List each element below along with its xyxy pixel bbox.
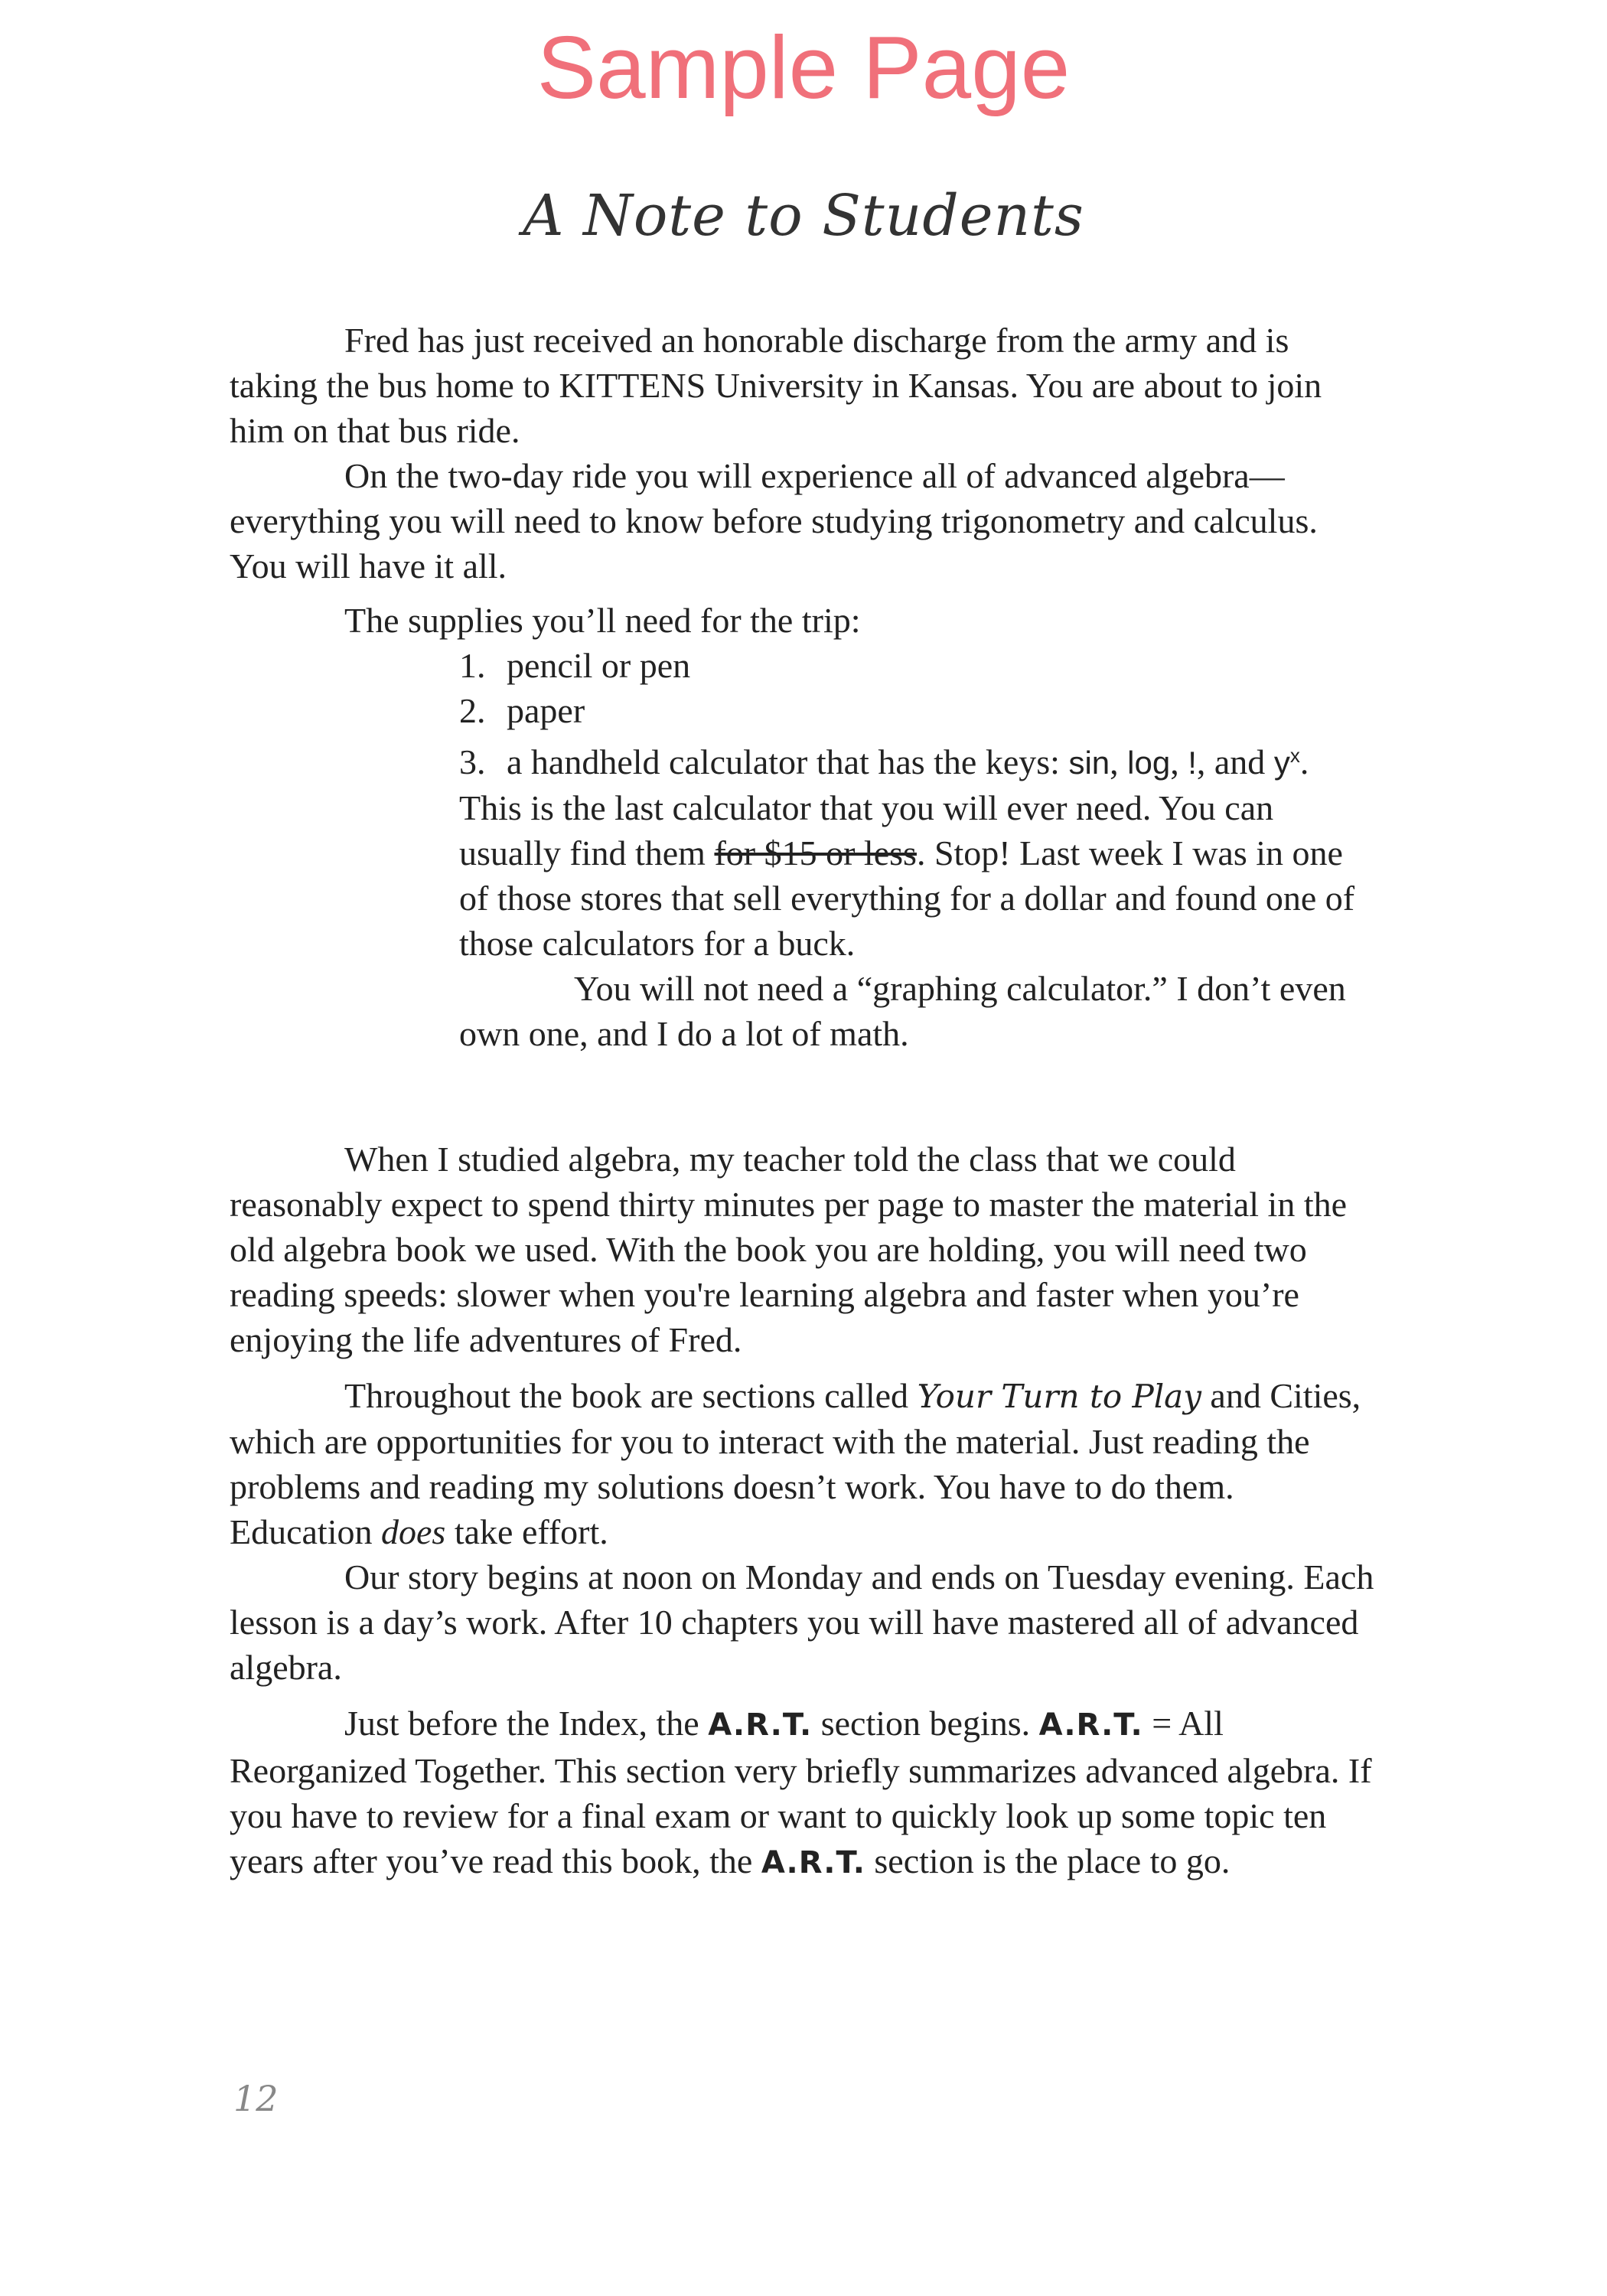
list-item-text: paper [507,691,585,730]
paragraph-text: section is the place to go. [865,1841,1231,1880]
art-label: A.R.T. [1038,1707,1143,1743]
struck-through-price: for $15 or less [714,833,917,872]
paragraph-text: = All Reorganized Together. This section very briefly summarizes advanced algebra. If you have to review for a final exam or want to quickly look up some topic ten years after you’ve read this book, the [230,1704,1372,1880]
list-item [459,688,1377,733]
list-item-text: a handheld calculator that has the keys: [507,742,1069,781]
paragraph-intro: Fred has just received an honorable discharge from the army and is taking the bus home to KITTENS University in Kansas. You are about to join him on that bus ride. [230,321,1322,450]
calculator-key-log: log [1127,745,1171,781]
list-item [459,733,1377,966]
list-item-number: 1. [459,646,486,685]
body-section-bottom [230,1137,1377,1886]
paragraph-art-section [230,1701,1377,1886]
sample-page-watermark: Sample Page [536,18,1071,117]
paragraph-reading-speeds: When I studied algebra, my teacher told the class that we could reasonably expect to spend thirty minutes per page to master the material in the old algebra book we used. With the book you are holding, you will need two reading speeds: slower when you're learning algebra and faster when you’re enjoying the life adventures of Fred. [230,1140,1348,1359]
list-item [459,643,1377,688]
list-item-number: 2. [459,691,486,730]
supplies-list [459,643,1377,1056]
calculator-key-base: y [1273,745,1290,781]
list-item-number: 3. [459,742,486,781]
emphasis-does: does [381,1512,446,1551]
list-item-text: pencil or pen [507,646,691,685]
list-item-text: , [1170,742,1188,781]
your-turn-to-play-label: Your Turn to Play [917,1378,1201,1415]
paragraph-text: and Cities, which are opportunities for you to interact with the material. Just reading the problems and reading my solutions doesn’t work. You have to do them. Education [230,1376,1361,1551]
calculator-key-sin: sin [1068,745,1110,781]
supplies-intro: The supplies you’ll need for the trip: [344,601,861,640]
paragraph-your-turn [230,1373,1377,1554]
list-item-text: . This is the last calculator that you will ever need. You can usually find them [459,742,1309,872]
list-item-text: , and [1196,742,1274,781]
paragraph-text: section begins. [812,1704,1039,1743]
body-section-top [230,318,1377,1056]
art-label: A.R.T. [761,1845,865,1880]
calculator-key-factorial: ! [1188,745,1197,781]
list-item-text: , [1110,742,1128,781]
calculator-key-power [1274,745,1300,781]
calculator-key-exponent: x [1289,744,1300,767]
graphing-calculator-note: You will not need a “graphing calculator.” I don’t even own one, and I do a lot of math. [459,969,1346,1053]
list-item-text: . Stop! Last week I was in one of those stores that sell everything for a dollar and found one of those calculators for a buck. [459,833,1355,963]
paragraph-bus-ride: On the two-day ride you will experience all of advanced algebra—everything you will need to know before studying trigonometry and calculus. You will have it all. [230,456,1318,585]
art-label: A.R.T. [708,1707,813,1743]
paragraph-story-begins: Our story begins at noon on Monday and ends on Tuesday evening. Each lesson is a day’s work. After 10 chapters you will have mastered all of advanced algebra. [230,1557,1374,1687]
paragraph-text: Throughout the book are sections called [344,1376,918,1415]
page-number: 12 [233,2078,279,2119]
paragraph-text: take effort. [445,1512,608,1551]
page-title: A Note to Students [523,183,1084,249]
paragraph-text: Just before the Index, the [344,1704,709,1743]
